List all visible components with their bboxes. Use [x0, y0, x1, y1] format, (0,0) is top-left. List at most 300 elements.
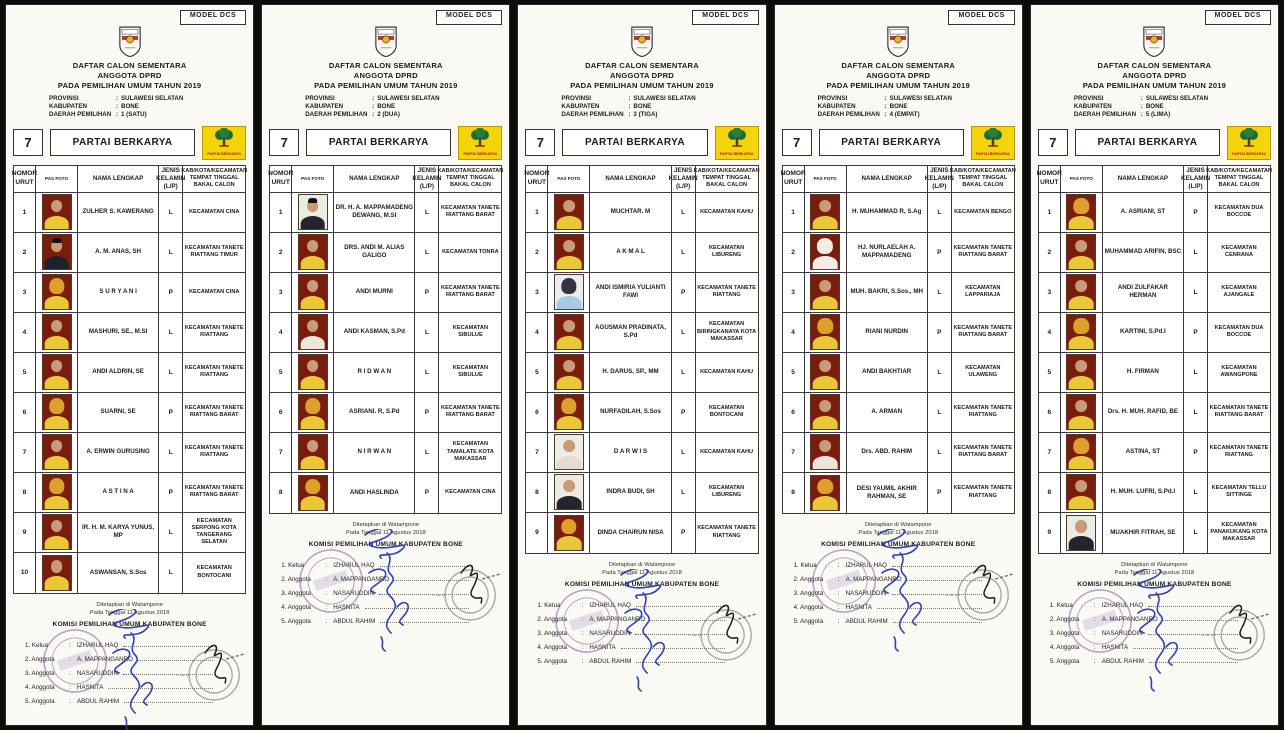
- issued-date: Pada Tanggal 11 Agustus 2018: [345, 530, 426, 537]
- header-nomor-urut: NOMOR URUT: [270, 166, 292, 192]
- candidate-name: INDRA BUDI, SH: [590, 473, 671, 512]
- committee-name: KOMISI PEMILIHAN UMUM KABUPATEN BONE: [52, 621, 207, 629]
- candidate-photo-cell: [805, 273, 847, 312]
- candidate-photo-cell: [292, 473, 334, 513]
- photo-head: [819, 360, 831, 372]
- candidate-residence: KECAMATAN LAPPARIAJA: [965, 284, 1001, 299]
- dapil-label: DAERAH PEMILIHAN: [49, 111, 112, 119]
- signatory-role: 3. Anggota: [25, 670, 55, 678]
- candidate-residence: KECAMATAN TANETE RIATTANG: [184, 324, 244, 339]
- colon: :: [884, 94, 887, 102]
- party-bar: [269, 126, 502, 160]
- signatory-row: [25, 649, 215, 663]
- candidate-number: 7: [526, 433, 548, 472]
- candidate-residence: KECAMATAN DUA BOCCOE: [1214, 324, 1264, 339]
- signatory-role: 5. Anggota: [793, 618, 824, 626]
- signatory-name: IZHARUL HAQ: [333, 562, 375, 570]
- header-pas-foto: PAS FOTO: [1061, 166, 1103, 192]
- candidate-photo: [42, 394, 72, 430]
- photo-head: [563, 440, 575, 452]
- party-bar: [782, 126, 1015, 160]
- candidate-photo-cell: [1061, 433, 1103, 472]
- candidate-photo-cell: [1061, 313, 1103, 352]
- photo-torso: [557, 456, 582, 471]
- model-dcs-label: MODEL DCS: [1214, 12, 1262, 19]
- signatory-role: 4. Anggota: [537, 644, 567, 652]
- colon: :: [1093, 644, 1096, 652]
- photo-torso: [1069, 496, 1094, 511]
- candidate-photo: [810, 234, 840, 270]
- candidate-gender: P: [159, 393, 183, 432]
- candidate-photo: [1066, 354, 1096, 390]
- candidate-residence: KECAMATAN SIBULUE: [452, 324, 489, 339]
- candidate-gender: L: [415, 233, 439, 272]
- issued-place: Ditetapkan di Watampone: [864, 521, 932, 528]
- party-logo-text: PARTAI BERKARYA: [463, 152, 498, 157]
- signatory-row: [25, 663, 215, 677]
- photo-head: [1075, 360, 1087, 372]
- photo-head: [563, 480, 575, 492]
- signatory-role: 3. Anggota: [281, 590, 311, 598]
- candidate-row: [14, 393, 245, 433]
- candidate-residence: KECAMATAN TONRA: [442, 248, 499, 255]
- dapil-label: DAERAH PEMILIHAN: [817, 111, 880, 119]
- candidate-photo-cell: [1061, 273, 1103, 312]
- candidate-row: [14, 353, 245, 393]
- signature-line: [892, 594, 982, 595]
- candidate-number: 2: [783, 233, 805, 272]
- candidate-row: [526, 193, 757, 233]
- candidate-row: [1039, 473, 1270, 513]
- candidate-photo: [1066, 434, 1096, 470]
- photo-head: [49, 278, 64, 294]
- candidate-name: Drs. H. MUH. RAFID, BE: [1103, 393, 1184, 432]
- signatory-row: [537, 609, 727, 623]
- header-tempat-tinggal: KAB/KOTA/KECAMATAN TEMPAT TINGGAL BAKAL CALON: [437, 167, 504, 189]
- party-name-box: PARTAI BERKARYA: [306, 129, 451, 156]
- photo-head: [563, 320, 575, 332]
- signatory-role: 2. Anggota: [25, 656, 55, 664]
- provinsi-value: SULAWESI SELATAN: [121, 94, 184, 102]
- signatory-name: IZHARUL HAQ: [845, 562, 887, 570]
- photo-head: [307, 440, 319, 452]
- candidate-name: DESI YAUMIL AKHIR RAHMAN, SE: [847, 473, 928, 513]
- candidate-gender: P: [415, 273, 439, 312]
- candidate-gender: L: [928, 273, 952, 312]
- candidate-number: 4: [1039, 313, 1061, 352]
- party-number-box: 7: [1038, 129, 1068, 156]
- table-body: [270, 193, 501, 513]
- candidate-number: 1: [1039, 193, 1061, 232]
- model-dcs-label: MODEL DCS: [446, 12, 493, 19]
- candidate-residence: KECAMATAN TANETE RIATTANG: [697, 284, 756, 299]
- candidate-residence: KECAMATAN CINA: [188, 208, 240, 215]
- candidate-name: D A R W I S: [590, 433, 671, 472]
- provinsi-row: [561, 95, 758, 103]
- photo-head: [1075, 480, 1087, 492]
- candidate-residence: KECAMATAN AJANGALE: [1221, 284, 1257, 299]
- candidate-residence: KECAMATAN ULAWENG: [965, 364, 1001, 379]
- party-berkarya-logo: [1227, 126, 1271, 160]
- signatory-name: ABDUL RAHIM: [1101, 658, 1144, 666]
- photo-head: [305, 479, 320, 495]
- colon: :: [69, 684, 71, 692]
- title-line-3: PADA PEMILIHAN UMUM TAHUN 2019: [57, 80, 202, 90]
- candidate-number: 2: [14, 233, 36, 272]
- header-pas-foto: PAS FOTO: [292, 166, 334, 192]
- signatory-role: 1. Ketua: [281, 562, 305, 570]
- candidate-photo-cell: [548, 273, 590, 312]
- photo-head: [819, 280, 831, 292]
- colon: :: [115, 111, 119, 119]
- candidate-photo: [42, 354, 72, 390]
- kabupaten-label: KABUPATEN: [49, 102, 87, 110]
- candidate-gender: L: [159, 353, 183, 392]
- page-blank-area: [782, 627, 1015, 722]
- party-bar: [1038, 126, 1271, 160]
- header-jenis-kelamin: JENIS KELAMIN (L/P): [1180, 166, 1211, 190]
- colon: :: [69, 656, 71, 664]
- candidate-photo-cell: [548, 393, 590, 432]
- document-title: [13, 61, 246, 91]
- title-line-1: DAFTAR CALON SEMENTARA: [328, 61, 443, 70]
- dapil-row: [818, 111, 1015, 119]
- signatory-row: [281, 555, 471, 569]
- candidate-name: ASWANSAN, S.Sos: [78, 553, 159, 593]
- candidate-number: 6: [1039, 393, 1061, 432]
- region-info: [49, 95, 246, 120]
- candidate-name: A S T I N A: [78, 473, 159, 512]
- candidate-row: [14, 233, 245, 273]
- title-line-1: DAFTAR CALON SEMENTARA: [841, 61, 956, 70]
- dapil-row: [305, 111, 502, 119]
- header-jenis-kelamin: JENIS KELAMIN (L/P): [412, 166, 442, 190]
- party-bar: [13, 126, 246, 160]
- candidate-number: 6: [270, 393, 292, 432]
- issued-place: Ditetapkan di Watampone: [608, 561, 676, 568]
- title-line-2: ANGGOTA DPRD: [610, 70, 674, 80]
- signatory-name: IZHARUL HAQ: [589, 602, 631, 610]
- colon: :: [1140, 94, 1143, 102]
- candidate-row: [1039, 513, 1270, 553]
- candidate-number: 2: [270, 233, 292, 272]
- photo-head: [51, 320, 63, 332]
- signature-block: [525, 561, 758, 668]
- title-line-2: ANGGOTA DPRD: [1122, 70, 1187, 80]
- candidate-gender: L: [1184, 513, 1208, 553]
- table-body: [1039, 193, 1270, 553]
- candidate-name: ANDI HASLINDA: [334, 473, 415, 513]
- kabupaten-value: BONE: [633, 102, 652, 110]
- signature-line: [124, 702, 213, 703]
- photo-head: [817, 238, 833, 254]
- signatory-name: NASARUDDIN: [77, 670, 118, 678]
- photo-head: [307, 240, 319, 252]
- colon: :: [837, 604, 840, 612]
- photo-torso: [813, 416, 838, 431]
- party-logo-text: PARTAI BERKARYA: [207, 152, 242, 157]
- signatory-list: [25, 635, 215, 705]
- candidate-photo-cell: [548, 513, 590, 553]
- colon: :: [1093, 616, 1096, 624]
- kabupaten-label: KABUPATEN: [561, 102, 600, 110]
- candidate-gender: L: [1184, 353, 1208, 392]
- candidate-row: [526, 513, 757, 553]
- kpu-logo-icon: [525, 26, 758, 59]
- candidate-photo: [1066, 474, 1096, 510]
- candidate-gender: L: [159, 513, 183, 552]
- header-nama-lengkap: NAMA LENGKAP: [78, 166, 159, 192]
- candidate-row: [526, 433, 757, 473]
- model-dcs-box: [948, 10, 1014, 25]
- provinsi-label: PROVINSI: [1073, 94, 1104, 102]
- document-title: [525, 61, 758, 91]
- candidate-row: [783, 473, 1014, 513]
- header-pas-foto: PAS FOTO: [805, 166, 847, 192]
- candidate-number: 2: [526, 233, 548, 272]
- photo-head: [817, 318, 832, 334]
- candidate-residence: KECAMATAN TANETE RIATTANG BARAT: [441, 204, 500, 219]
- candidate-photo-cell: [1061, 193, 1103, 232]
- candidate-name: MASHURI, SE., M.SI: [78, 313, 159, 352]
- candidate-row: [270, 233, 501, 273]
- photo-head: [561, 519, 576, 535]
- candidate-row: [270, 433, 501, 473]
- candidate-table: [1038, 165, 1271, 554]
- dcs-page-dapil-2: [261, 4, 510, 726]
- kabupaten-row: [561, 103, 758, 111]
- title-line-2: ANGGOTA DPRD: [353, 70, 418, 80]
- colon: :: [581, 602, 584, 610]
- candidate-photo-cell: [805, 233, 847, 272]
- candidate-gender: L: [672, 233, 696, 272]
- signatory-name: ABDUL RAHIM: [77, 698, 120, 706]
- dcs-page-dapil-1: [5, 4, 254, 726]
- candidate-residence: KECAMATAN DUA BOCCOE: [1214, 204, 1264, 219]
- candidate-residence: KECAMATAN TANETE RIATTANG BARAT: [184, 404, 244, 419]
- colon: :: [325, 562, 327, 570]
- signatory-row: [537, 595, 727, 609]
- party-name-box: PARTAI BERKARYA: [50, 129, 195, 156]
- candidate-gender: L: [159, 313, 183, 352]
- candidate-name: ANDI ALDRIN, SE: [78, 353, 159, 392]
- title-line-2: ANGGOTA DPRD: [97, 70, 162, 80]
- photo-torso: [1069, 536, 1094, 551]
- candidate-table: [13, 165, 246, 594]
- committee-name: KOMISI PEMILIHAN UMUM KABUPATEN BONE: [564, 581, 720, 589]
- signatory-row: [537, 637, 727, 651]
- candidate-residence: KECAMATAN KAHU: [700, 208, 754, 215]
- candidate-residence: KECAMATAN TANETE RIATTANG: [953, 404, 1013, 419]
- candidate-photo: [554, 354, 584, 390]
- signatory-row: [1050, 609, 1240, 623]
- candidate-number: 8: [1039, 473, 1061, 512]
- header-nomor-urut: NOMOR URUT: [526, 166, 548, 192]
- colon: :: [884, 111, 887, 119]
- colon: :: [581, 630, 584, 638]
- candidate-row: [1039, 393, 1270, 433]
- candidate-photo-cell: [292, 433, 334, 472]
- title-line-3: PADA PEMILIHAN UMUM TAHUN 2019: [314, 80, 458, 90]
- signatory-role: 1. Ketua: [537, 602, 561, 610]
- dcs-page-dapil-3: [517, 4, 766, 726]
- signature-block: [782, 521, 1015, 628]
- candidate-photo: [42, 434, 72, 470]
- signatory-name: HASNITA: [845, 604, 872, 612]
- candidate-row: [14, 273, 245, 313]
- photo-torso: [300, 296, 325, 311]
- provinsi-row: [818, 95, 1015, 103]
- candidate-gender: P: [415, 393, 439, 432]
- photo-torso: [1069, 256, 1094, 271]
- signatory-name: A. MAPPANGANRO: [845, 576, 902, 584]
- candidate-photo: [554, 314, 584, 350]
- candidate-name: H. MUH. LUFRI, S.Pd.I: [1103, 473, 1184, 512]
- signatory-row: [1050, 637, 1240, 651]
- candidate-photo-cell: [36, 473, 78, 512]
- provinsi-label: PROVINSI: [305, 94, 335, 102]
- colon: :: [372, 111, 375, 119]
- candidate-gender: P: [1184, 193, 1208, 232]
- photo-torso: [44, 296, 69, 311]
- candidate-residence: KECAMATAN SERPONG KOTA TANGERANG SELATAN: [191, 517, 237, 546]
- signatory-list: [537, 595, 727, 665]
- issued-date: Pada Tanggal 11 Agustus 2018: [89, 610, 170, 617]
- candidate-photo-cell: [292, 353, 334, 392]
- signatory-name: A. MAPPANGANRO: [77, 656, 133, 664]
- signature-line: [892, 566, 982, 567]
- signatory-role: 1. Ketua: [25, 642, 49, 650]
- header-jenis-kelamin: JENIS KELAMIN (L/P): [924, 166, 954, 190]
- signature-line: [380, 566, 470, 567]
- candidate-photo: [810, 394, 840, 430]
- photo-torso: [44, 416, 69, 431]
- dapil-label: DAERAH PEMILIHAN: [305, 111, 368, 119]
- signatory-row: [281, 569, 471, 583]
- candidate-row: [783, 433, 1014, 473]
- colon: :: [372, 94, 375, 102]
- signatory-row: [1050, 623, 1240, 637]
- candidate-row: [270, 273, 501, 313]
- party-berkarya-logo: [715, 126, 759, 160]
- candidate-residence: KECAMATAN TANETE RIATTANG: [184, 444, 244, 459]
- candidate-gender: L: [159, 553, 183, 593]
- candidate-row: [1039, 273, 1270, 313]
- signatory-role: 2. Anggota: [793, 576, 824, 584]
- signature-line: [1148, 634, 1238, 635]
- photo-head: [49, 398, 64, 414]
- candidate-number: 8: [14, 473, 36, 512]
- photo-torso: [557, 296, 582, 311]
- region-info: [1074, 95, 1271, 120]
- candidate-photo-cell: [548, 233, 590, 272]
- header-jenis-kelamin: JENIS KELAMIN (L/P): [668, 166, 698, 190]
- colon: :: [628, 111, 631, 119]
- candidate-residence: KECAMATAN CENRANA: [1221, 244, 1257, 259]
- candidate-photo: [810, 274, 840, 310]
- signature-line: [621, 648, 726, 649]
- candidate-name: ANDI ISMIRIA YULIANTI FAWI: [590, 273, 671, 312]
- kabupaten-row: [1074, 103, 1271, 111]
- model-dcs-label: MODEL DCS: [702, 12, 749, 19]
- title-line-2: ANGGOTA DPRD: [866, 70, 931, 80]
- candidate-residence: KECAMATAN TANETE RIATTANG: [184, 364, 244, 379]
- photo-torso: [44, 216, 69, 231]
- candidate-photo: [1066, 394, 1096, 430]
- photo-head: [49, 478, 64, 494]
- issued-place: Ditetapkan di Watampone: [96, 601, 163, 608]
- committee-name: KOMISI PEMILIHAN UMUM KABUPATEN BONE: [821, 541, 976, 549]
- region-info: [561, 95, 758, 120]
- table-body: [526, 193, 757, 553]
- colon: :: [115, 94, 119, 102]
- candidate-row: [783, 273, 1014, 313]
- candidate-photo-cell: [36, 553, 78, 593]
- signatory-role: 2. Anggota: [537, 616, 567, 624]
- page-blank-area: [525, 667, 758, 722]
- candidate-photo-cell: [1061, 353, 1103, 392]
- candidate-photo: [298, 394, 328, 430]
- signatory-row: [794, 583, 984, 597]
- header-nama-lengkap: NAMA LENGKAP: [590, 166, 671, 192]
- candidate-row: [14, 513, 245, 553]
- candidate-gender: P: [672, 273, 696, 312]
- candidate-row: [270, 313, 501, 353]
- signatory-row: [281, 583, 471, 597]
- candidate-name: A. ASRIANI, ST: [1103, 193, 1184, 232]
- provinsi-label: PROVINSI: [817, 94, 848, 102]
- signatory-row: [25, 635, 215, 649]
- kpu-logo-icon: [782, 26, 1015, 59]
- candidate-residence: KECAMATAN SIBULUE: [452, 364, 489, 379]
- candidate-photo: [298, 274, 328, 310]
- candidate-number: 3: [14, 273, 36, 312]
- candidate-residence: KECAMATAN CINA: [188, 288, 240, 295]
- provinsi-value: SULAWESI SELATAN: [377, 94, 440, 102]
- candidate-gender: L: [159, 233, 183, 272]
- dapil-value: 5 (LIMA): [1145, 111, 1171, 119]
- candidate-photo: [554, 194, 584, 230]
- candidate-name: MUAKHIR FITRAH, SE: [1103, 513, 1184, 553]
- candidate-photo-cell: [548, 353, 590, 392]
- candidate-residence: KECAMATAN BONTOCANI: [196, 565, 232, 579]
- candidate-gender: L: [672, 193, 696, 232]
- photo-torso: [557, 496, 582, 511]
- candidate-row: [1039, 233, 1270, 273]
- candidate-name: ZULHER S. KAWERANG: [78, 193, 159, 232]
- photo-torso: [813, 216, 838, 231]
- candidate-residence: KECAMATAN TANETE RIATTANG: [697, 525, 756, 539]
- dapil-value: 2 (DUA): [377, 111, 400, 119]
- header-nama-lengkap: NAMA LENGKAP: [334, 166, 415, 192]
- candidate-number: 3: [526, 273, 548, 312]
- candidate-name: MUHAMMAD ARIFIN, BSC: [1103, 233, 1184, 272]
- candidate-gender: L: [415, 313, 439, 352]
- signature-line: [379, 594, 469, 595]
- signatory-list: [794, 555, 984, 625]
- candidate-photo: [42, 314, 72, 350]
- dcs-page-dapil-4: [774, 4, 1023, 726]
- candidate-row: [14, 433, 245, 473]
- party-name-box: PARTAI BERKARYA: [1075, 129, 1220, 156]
- candidate-photo-cell: [1061, 233, 1103, 272]
- photo-torso: [44, 336, 69, 351]
- candidate-photo: [298, 194, 328, 230]
- colon: :: [837, 590, 840, 598]
- candidate-residence: KECAMATAN TANETE RIATTANG BARAT: [441, 404, 500, 419]
- colon: :: [837, 618, 840, 626]
- photo-torso: [44, 456, 69, 471]
